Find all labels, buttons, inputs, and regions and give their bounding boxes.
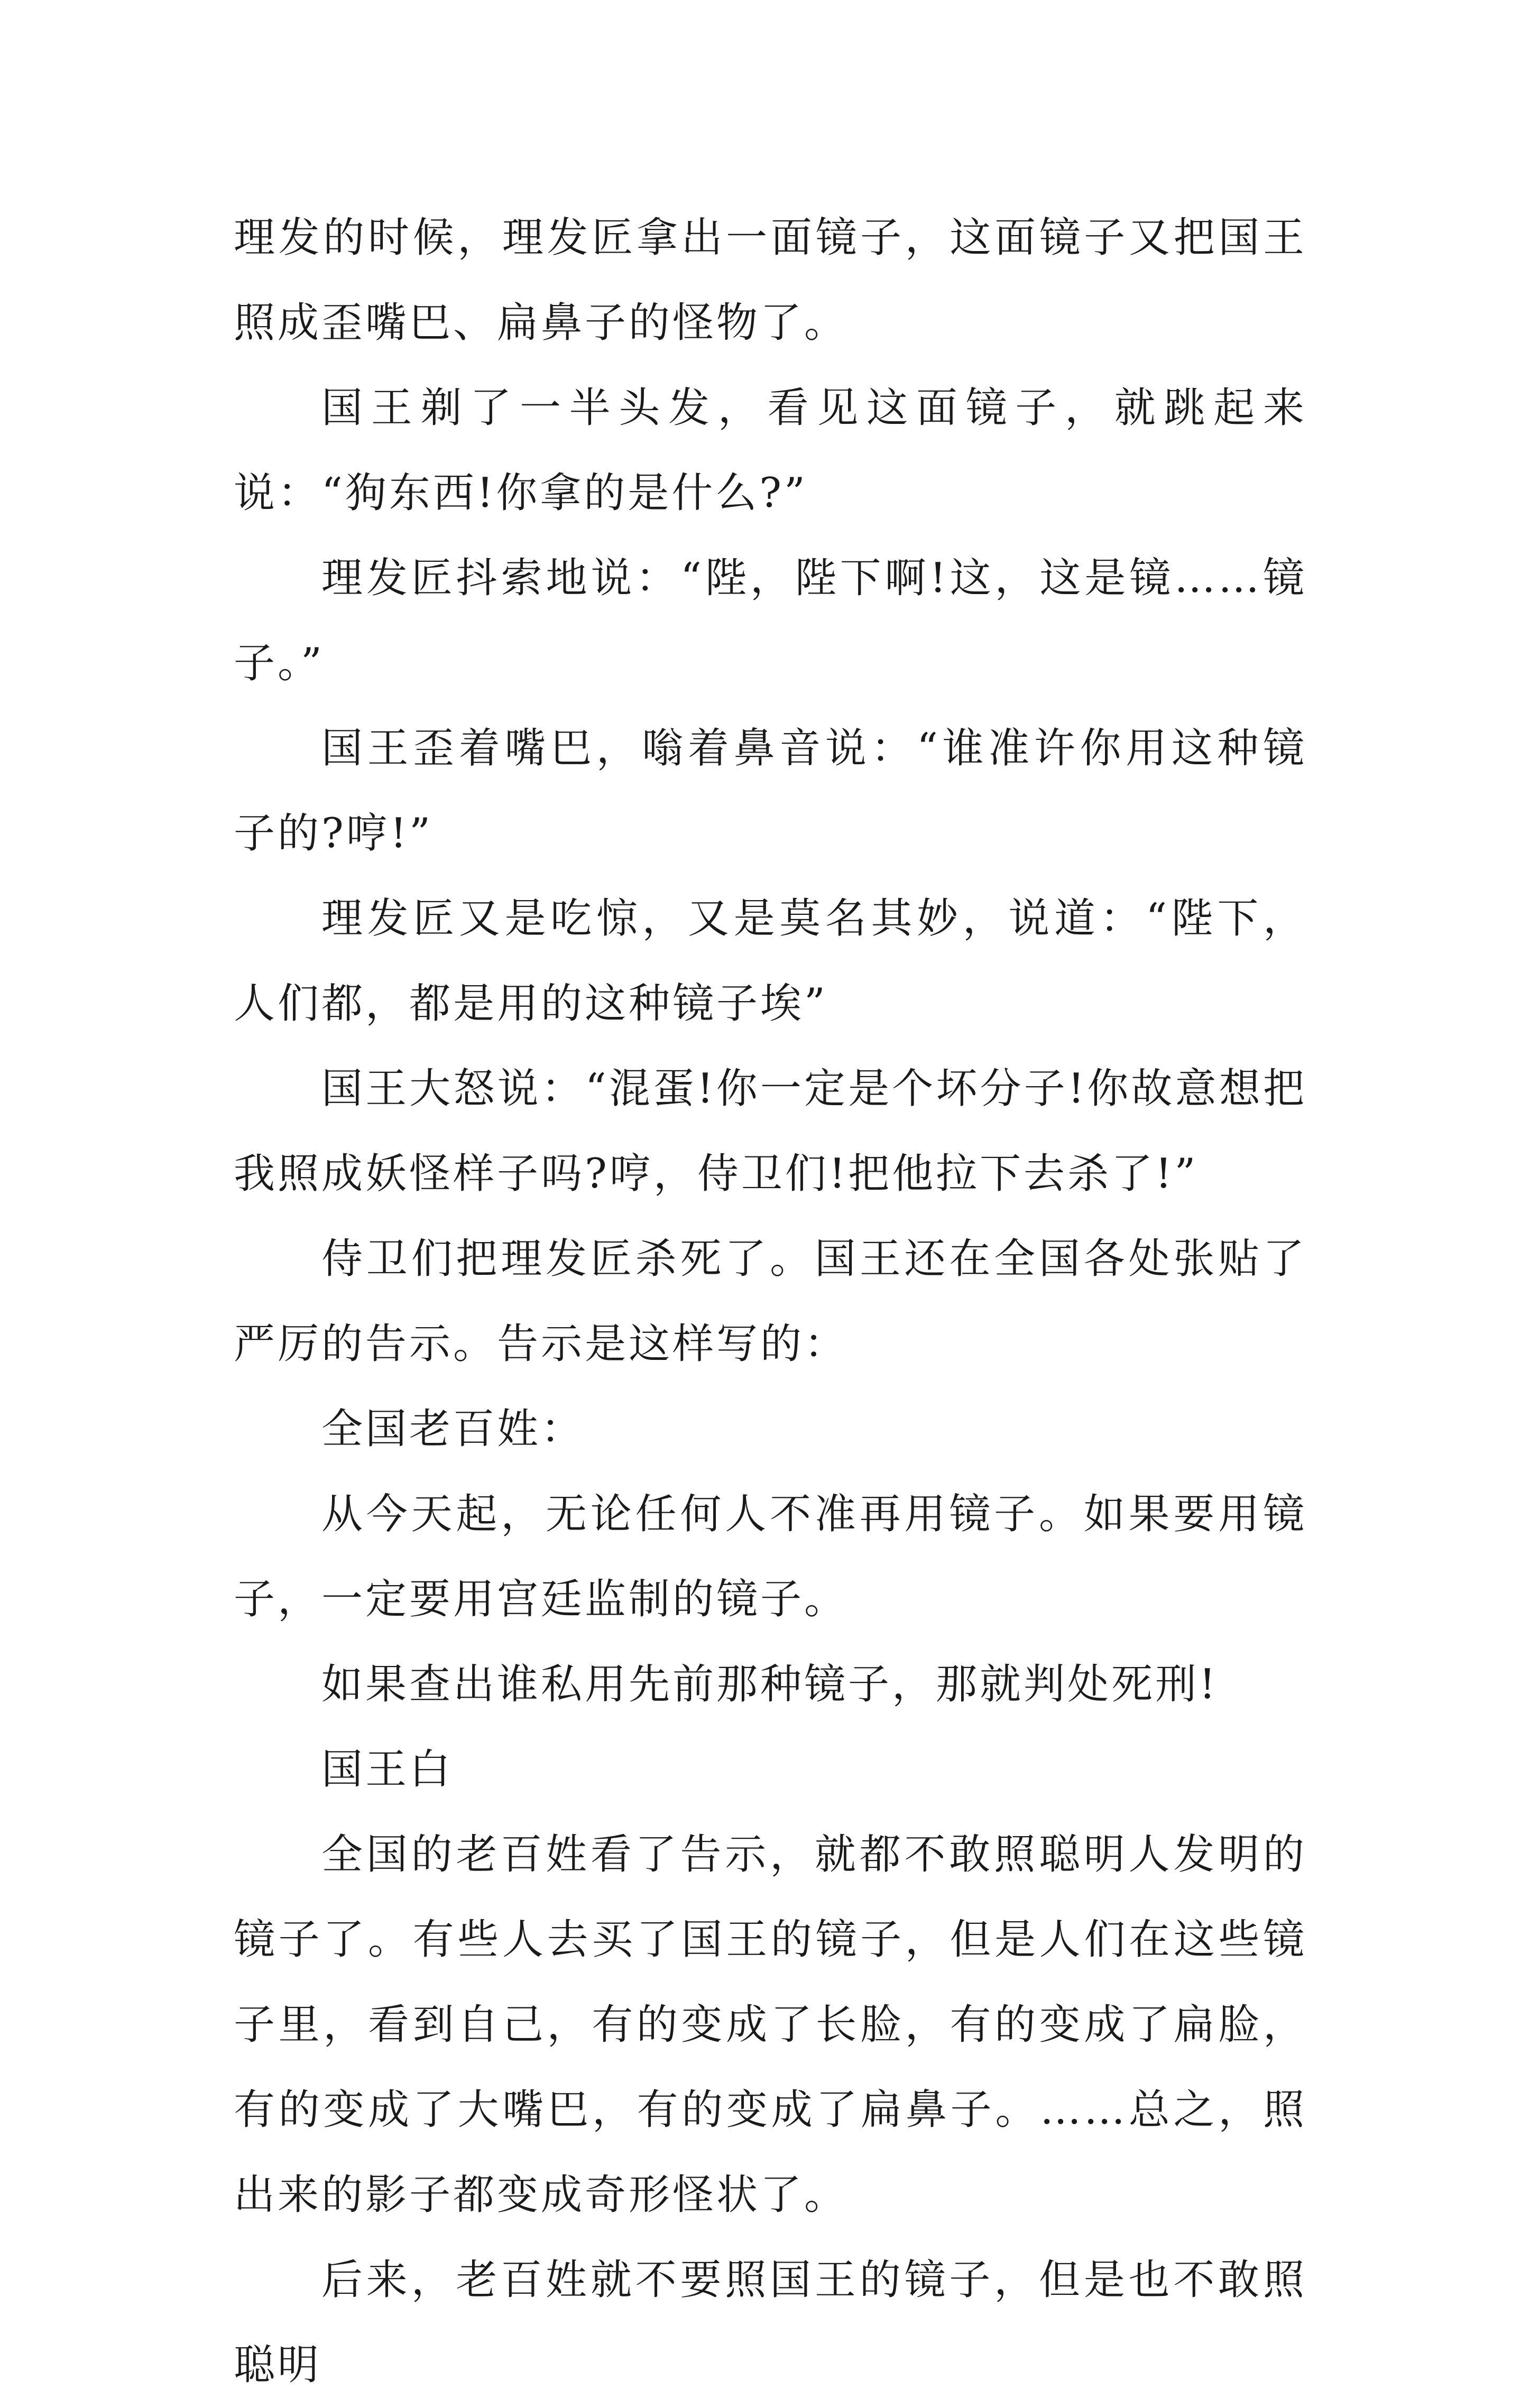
paragraph: 理发的时候，理发匠拿出一面镜子，这面镜子又把国王照成歪嘴巴、扁鼻子的怪物了。 [234, 214, 1307, 347]
body-text [234, 196, 1307, 2408]
paragraph: 如果查出谁私用先前那种镜子，那就判处死刑! [321, 1661, 1219, 1708]
paragraph: 侍卫们把理发匠杀死了。国王还在全国各处张贴了严厉的告示。告示是这样写的： [234, 1235, 1307, 1368]
paragraph: 理发匠又是吃惊，又是莫名其妙，说道：“陛下，人们都，都是用的这种镜子埃” [234, 895, 1307, 1027]
paragraph: 国王歪着嘴巴，嗡着鼻音说：“谁准许你用这种镜子的?哼!” [234, 725, 1307, 857]
paragraph: 后来，老百姓就不要照国王的镜子，但是也不敢照聪明 [234, 2256, 1307, 2389]
signature-line: 国王白 [321, 1746, 454, 1793]
paragraph: 全国的老百姓看了告示，就都不敢照聪明人发明的镜子了。有些人去买了国王的镜子，但是人们在这些镜子里，看到自己，有的变成了长脸，有的变成了扁脸，有的变成了大嘴巴，有的变成了扁鼻子。……总之，照出来的影子都变成奇形怪状了。 [234, 1831, 1307, 2219]
paragraph: 国王大怒说：“混蛋!你一定是个坏分子!你故意想把我照成妖怪样子吗?哼，侍卫们!把他拉下去杀了!” [234, 1065, 1307, 1198]
paragraph: 理发匠抖索地说：“陛，陛下啊!这，这是镜……镜子。” [234, 554, 1307, 687]
paragraph: 从今天起，无论任何人不准再用镜子。如果要用镜子，一定要用宫廷监制的镜子。 [234, 1490, 1307, 1623]
paragraph: 国王剃了一半头发，看见这面镜子，就跳起来说：“狗东西!你拿的是什么?” [234, 384, 1307, 517]
salutation: 全国老百姓： [321, 1405, 585, 1453]
